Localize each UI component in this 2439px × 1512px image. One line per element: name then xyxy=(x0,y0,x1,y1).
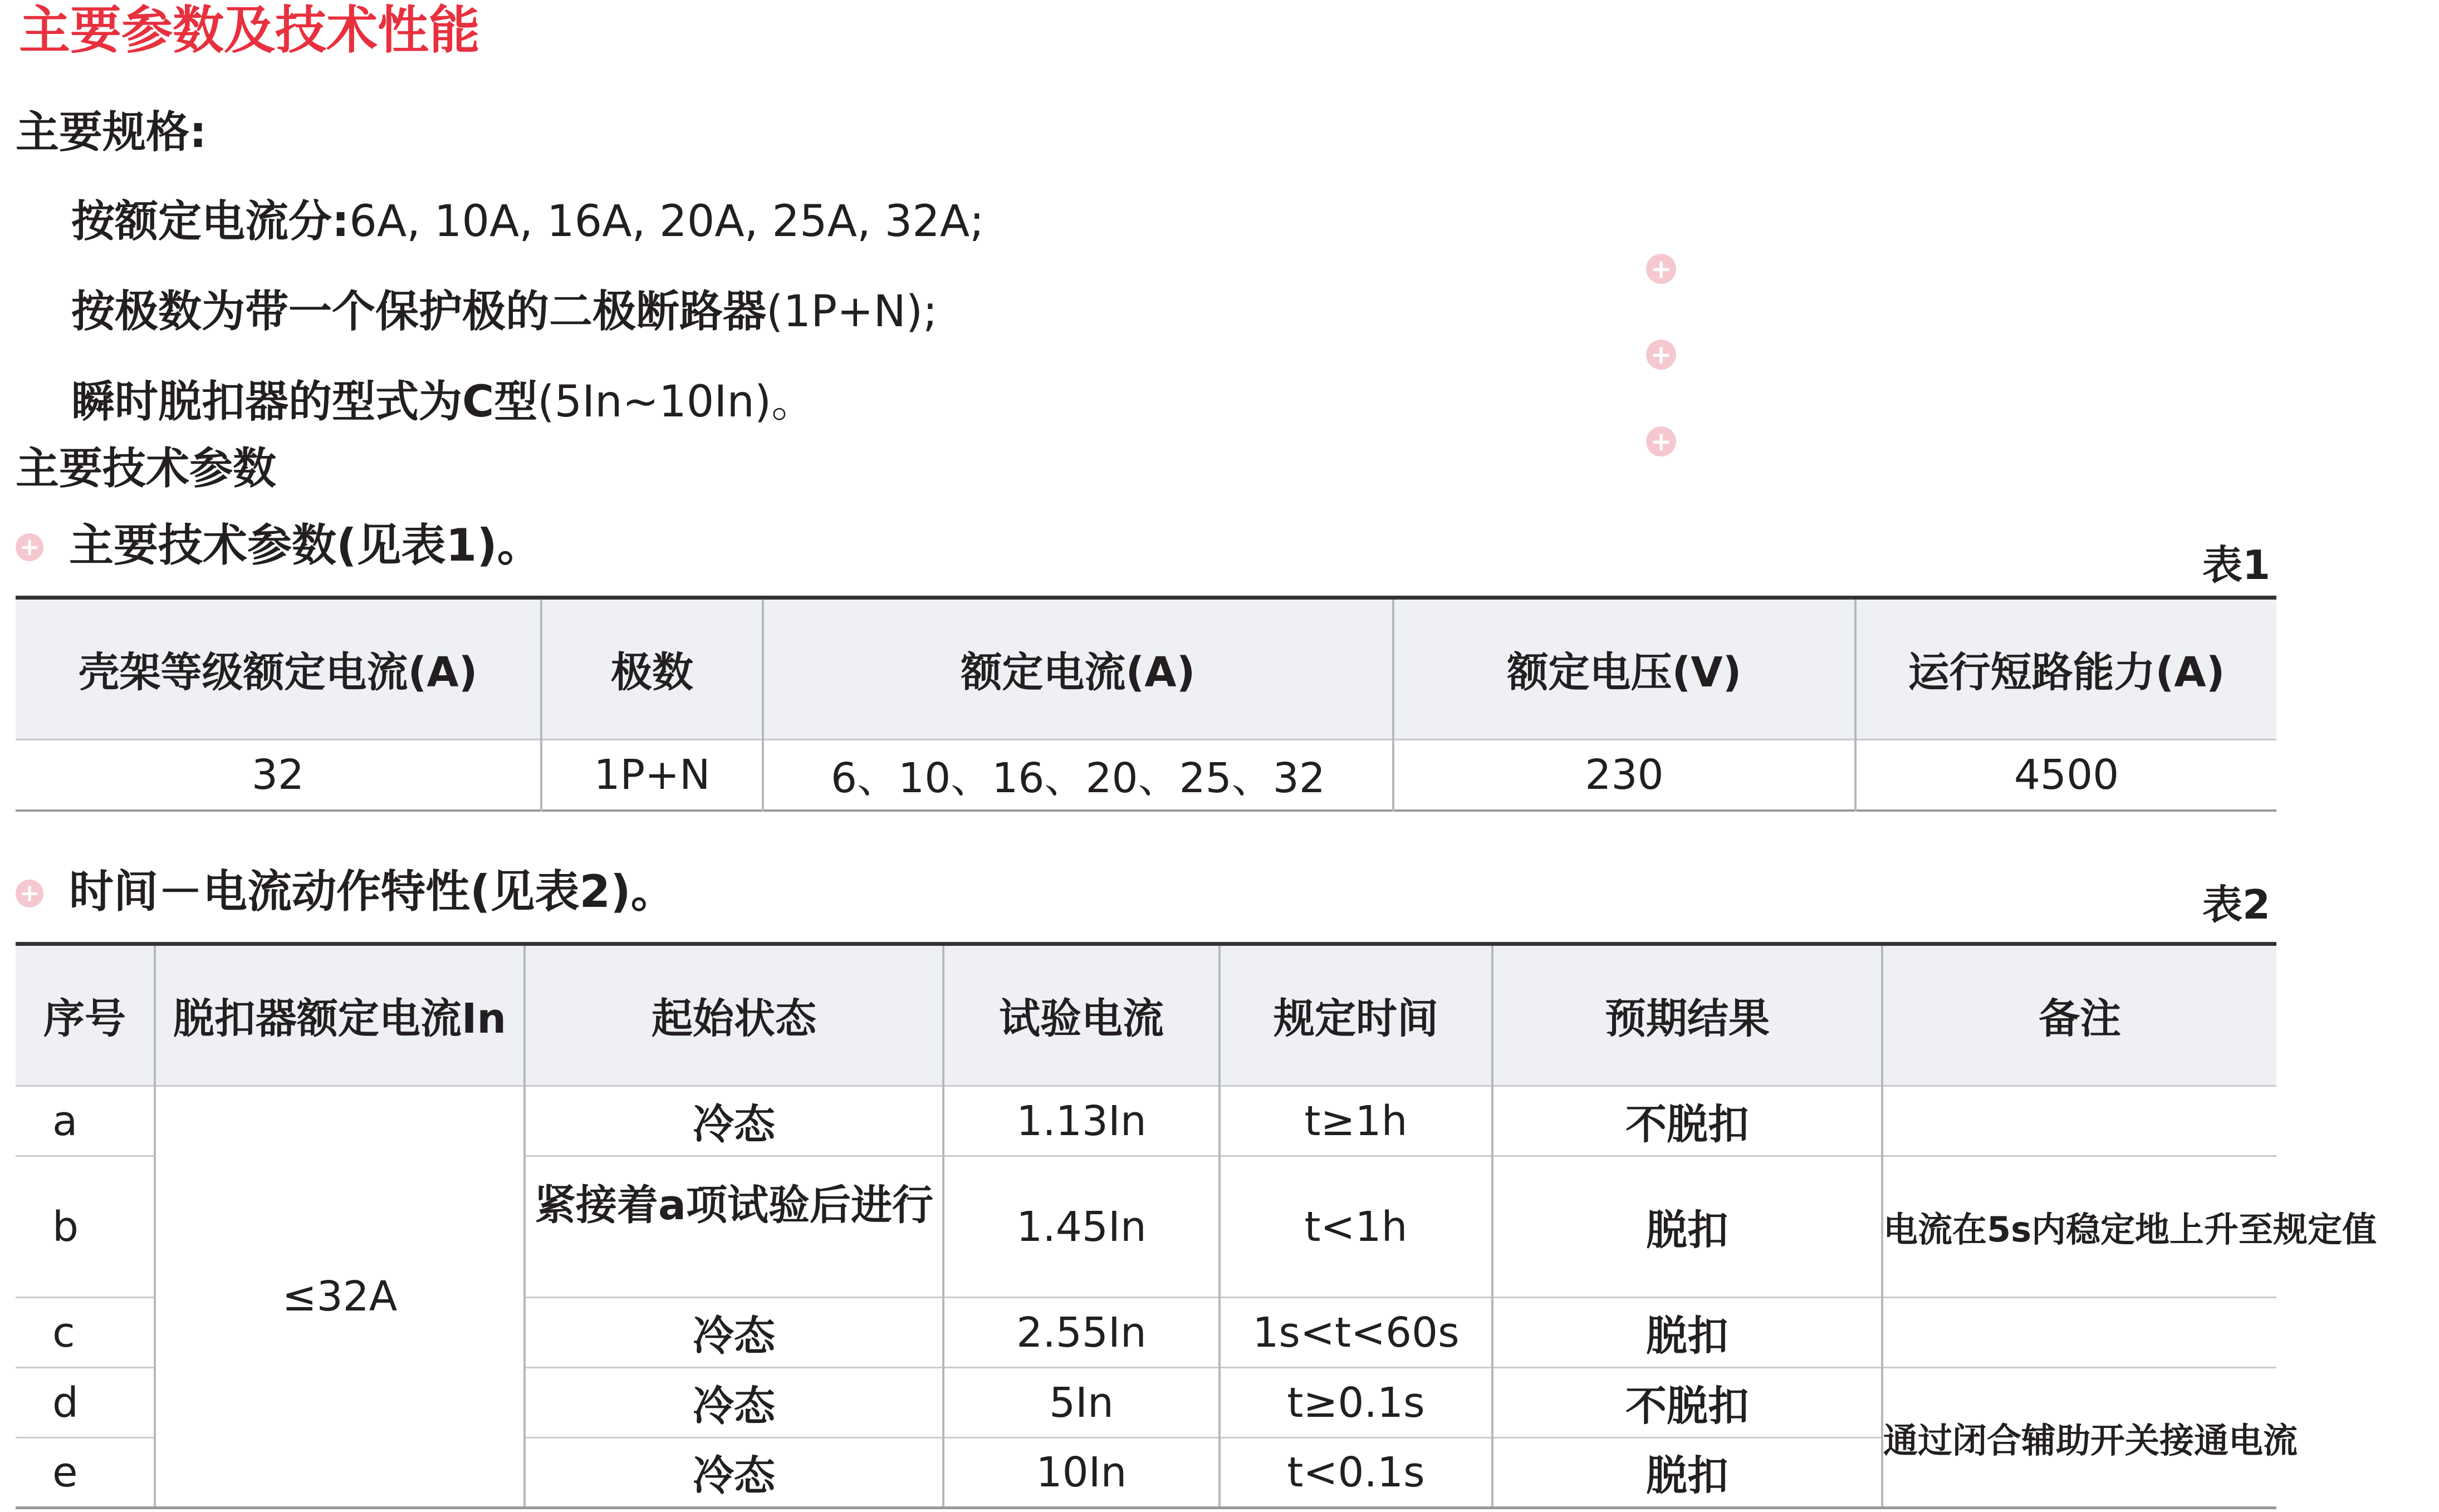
main-specs-heading: 主要规格: xyxy=(16,107,207,158)
time-cell: t≥1h xyxy=(1220,1086,1492,1156)
table2-header: 试验电流 xyxy=(943,944,1220,1086)
current-cell: 10In xyxy=(943,1438,1220,1508)
table2-label: 表2 xyxy=(2202,881,2271,928)
spec-line-current xyxy=(71,194,984,249)
table2-header: 预期结果 xyxy=(1492,944,1882,1086)
table2-header: 脱扣器额定电流In xyxy=(155,944,525,1086)
note-cell xyxy=(1882,1298,2276,1368)
seq-cell: b xyxy=(16,1156,155,1298)
table1-cell: 32 xyxy=(251,751,305,799)
plus-circle-icon: + xyxy=(1646,254,1676,284)
time-cell: 1s<t<60s xyxy=(1220,1298,1492,1368)
table1 xyxy=(16,596,2276,812)
table1-cell: 6、10、16、20、25、32 xyxy=(763,740,1393,811)
table2-header: 序号 xyxy=(16,944,155,1086)
seq-cell: c xyxy=(16,1298,155,1368)
page-title: 主要参数及技术性能 xyxy=(19,1,481,60)
table2-header-row xyxy=(16,944,2276,1086)
result-cell: 脱扣 xyxy=(1492,1298,1882,1368)
seq-cell: e xyxy=(16,1438,155,1508)
spec-value: (1P+N); xyxy=(766,287,938,337)
time-cell: t<0.1s xyxy=(1220,1438,1492,1508)
note-cell xyxy=(1882,1086,2276,1156)
result-cell: 脱扣 xyxy=(1492,1438,1882,1508)
note-cell: 通过闭合辅助开关接通电流 xyxy=(1882,1368,2276,1508)
note-cell: 电流在5s内稳定地上升至规定值 xyxy=(1882,1156,2276,1298)
time-cell: t≥0.1s xyxy=(1220,1368,1492,1438)
current-cell: 2.55In xyxy=(943,1298,1220,1368)
spec-label: 按额定电流分: xyxy=(71,197,350,247)
spec-label: 按极数为带一个保护极的二极断路器 xyxy=(71,287,767,337)
table1-header: 壳架等级额定电流(A) xyxy=(16,598,541,740)
plus-circle-icon: + xyxy=(16,880,43,907)
table-row xyxy=(16,740,2276,811)
state-cell: 冷态 xyxy=(525,1438,943,1508)
section2-title: 时间－电流动作特性(见表2)。 xyxy=(69,866,675,917)
table2-header: 规定时间 xyxy=(1220,944,1492,1086)
table1-label: 表1 xyxy=(2202,542,2271,588)
table1-header: 极数 xyxy=(541,598,763,740)
current-cell: 1.13In xyxy=(943,1086,1220,1156)
table2 xyxy=(16,942,2377,1509)
table1-header-row xyxy=(16,598,2276,740)
spec-value: 6A, 10A, 16A, 20A, 25A, 32A; xyxy=(349,197,985,247)
tech-params-heading: 主要技术参数 xyxy=(16,444,277,494)
table2-header: 起始状态 xyxy=(525,944,943,1086)
plus-circle-icon: + xyxy=(16,533,43,561)
state-cell: 紧接着a项试验后进行 xyxy=(525,1156,943,1298)
table2-header: 备注 xyxy=(1882,944,2276,1086)
result-cell: 不脱扣 xyxy=(1492,1368,1882,1438)
table1-header: 额定电压(V) xyxy=(1393,598,1855,740)
spec-label: 瞬时脱扣器的型式为C型 xyxy=(71,377,538,427)
state-cell: 冷态 xyxy=(525,1298,943,1368)
table1-cell: 230 xyxy=(1393,740,1855,811)
seq-cell: d xyxy=(16,1368,155,1438)
spec-line-poles xyxy=(71,284,938,340)
plus-circle-icon: + xyxy=(1646,340,1676,370)
table1-header: 运行短路能力(A) xyxy=(1855,598,2276,740)
table-row xyxy=(16,1086,2276,1156)
time-cell: t<1h xyxy=(1220,1156,1492,1298)
spec-value: (5In~10In)。 xyxy=(537,377,815,427)
current-cell: 5In xyxy=(943,1368,1220,1438)
seq-cell: a xyxy=(16,1086,155,1156)
state-cell: 冷态 xyxy=(525,1086,943,1156)
table1-cell: 4500 xyxy=(1855,740,2276,811)
plus-circle-icon: + xyxy=(1646,426,1676,456)
current-cell: 1.45In xyxy=(943,1156,1220,1298)
result-cell: 不脱扣 xyxy=(1492,1086,1882,1156)
table1-cell: 1P+N xyxy=(541,740,763,811)
state-cell: 冷态 xyxy=(525,1368,943,1438)
rated-current-cell: ≤32A xyxy=(155,1086,525,1508)
spec-line-trip-type xyxy=(71,374,815,430)
table1-header: 额定电流(A) xyxy=(763,598,1393,740)
section1-title: 主要技术参数(见表1)。 xyxy=(69,519,542,571)
result-cell: 脱扣 xyxy=(1492,1156,1882,1298)
